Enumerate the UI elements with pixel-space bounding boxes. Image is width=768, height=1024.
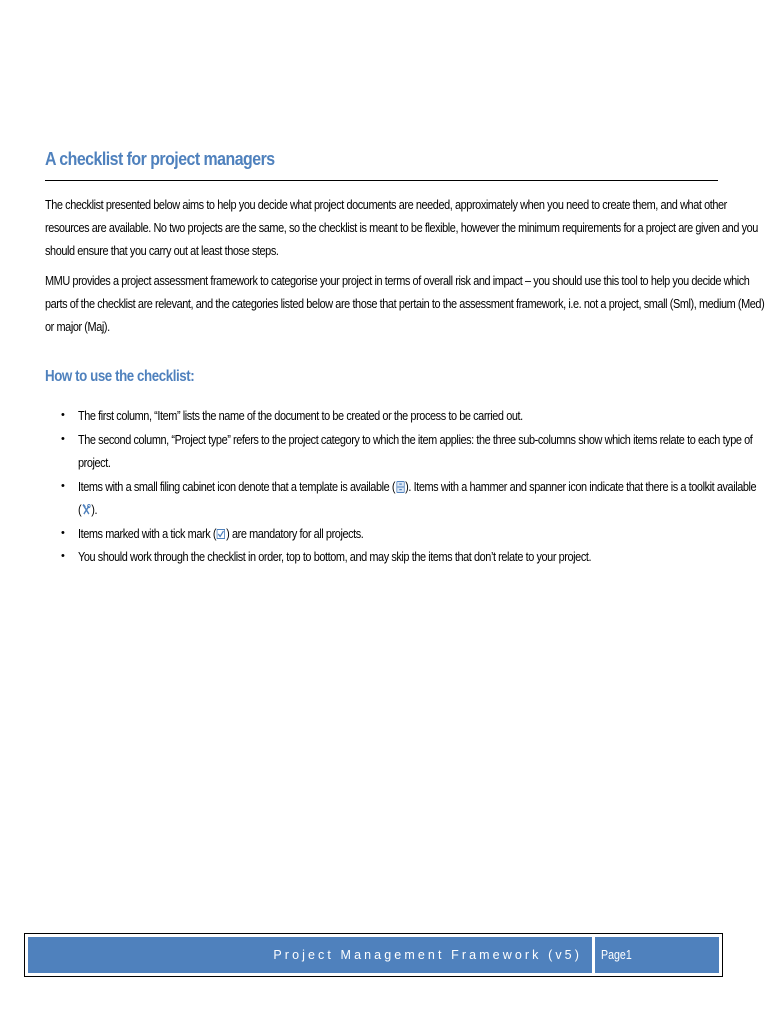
- bullet-4-pre: Items marked with a tick mark (: [78, 525, 217, 541]
- intro-line-3: should ensure that you carry out at least those steps.: [45, 243, 279, 258]
- bullet-icon: •: [61, 479, 65, 492]
- page-footer: [24, 933, 723, 977]
- footer-page-number: [595, 937, 719, 973]
- title-divider: [45, 180, 718, 181]
- list-item: [45, 545, 725, 569]
- hammer-spanner-icon: [82, 504, 90, 516]
- instructions-list: [45, 404, 757, 569]
- bullet-2-line-2: project.: [78, 455, 111, 470]
- bullet-3-line-2-pre: (: [78, 502, 82, 517]
- bullet-3-line-1-pre: Items with a small filing cabinet icon denote that a template is available (: [78, 478, 396, 494]
- list-item: [45, 522, 725, 546]
- bullet-icon: •: [61, 409, 65, 421]
- bullet-icon: •: [61, 550, 65, 562]
- list-item: [45, 428, 753, 475]
- list-item: [45, 404, 725, 428]
- tick-box-icon: [217, 528, 225, 540]
- bullet-1-text: The first column, “Item” lists the name of the document to be created or the process to be carried out.: [78, 408, 523, 423]
- intro-line-2: resources are available. No two projects are the same, so the checklist is meant to be flexible, however the minimum requirements for a project are given and you: [45, 220, 758, 235]
- framework-paragraph: [45, 269, 765, 338]
- bullet-4-text: [78, 522, 621, 546]
- bullet-5-text: You should work through the checklist in order, top to bottom, and may skip the items that don’t relate to your project.: [78, 549, 592, 564]
- bullet-icon: •: [61, 526, 65, 539]
- intro-paragraph: [45, 193, 758, 262]
- document-title: A checklist for project managers: [45, 148, 275, 169]
- bullet-3-line-2: [78, 498, 621, 522]
- framework-line-2: parts of the checklist are relevant, and the categories listed below are those that pertain to the assessment framework, i.e. not a project, small (Sml), medium (Med): [45, 296, 765, 311]
- list-item: [45, 475, 757, 522]
- filing-cabinet-icon: [396, 481, 404, 493]
- bullet-3-line-1-post: ). Items with a hammer and spanner icon indicate that there is a toolkit available: [405, 478, 757, 494]
- framework-line-1: MMU provides a project assessment framework to categorise your project in terms of overall risk and impact – you should use this tool to help you decide which: [45, 273, 750, 288]
- framework-line-3: or major (Maj).: [45, 319, 110, 334]
- bullet-4-post: ) are mandatory for all projects.: [226, 525, 364, 541]
- how-to-heading: How to use the checklist:: [45, 368, 195, 385]
- bullet-3-line-2-post: ).: [91, 502, 98, 517]
- intro-line-1: The checklist presented below aims to help you decide what project documents are needed, approximately when you need to create them, and what other: [45, 197, 727, 212]
- page-label: Page1: [601, 948, 632, 962]
- bullet-3-line-1: [78, 475, 757, 499]
- bullet-icon: •: [61, 432, 65, 445]
- footer-title: Project Management Framework (v5): [28, 937, 592, 973]
- bullet-2-line-1: The second column, “Project type” refers to the project category to which the item applies: the three sub-columns show which items relate to each type of: [78, 431, 753, 447]
- footer-bar: [28, 937, 719, 973]
